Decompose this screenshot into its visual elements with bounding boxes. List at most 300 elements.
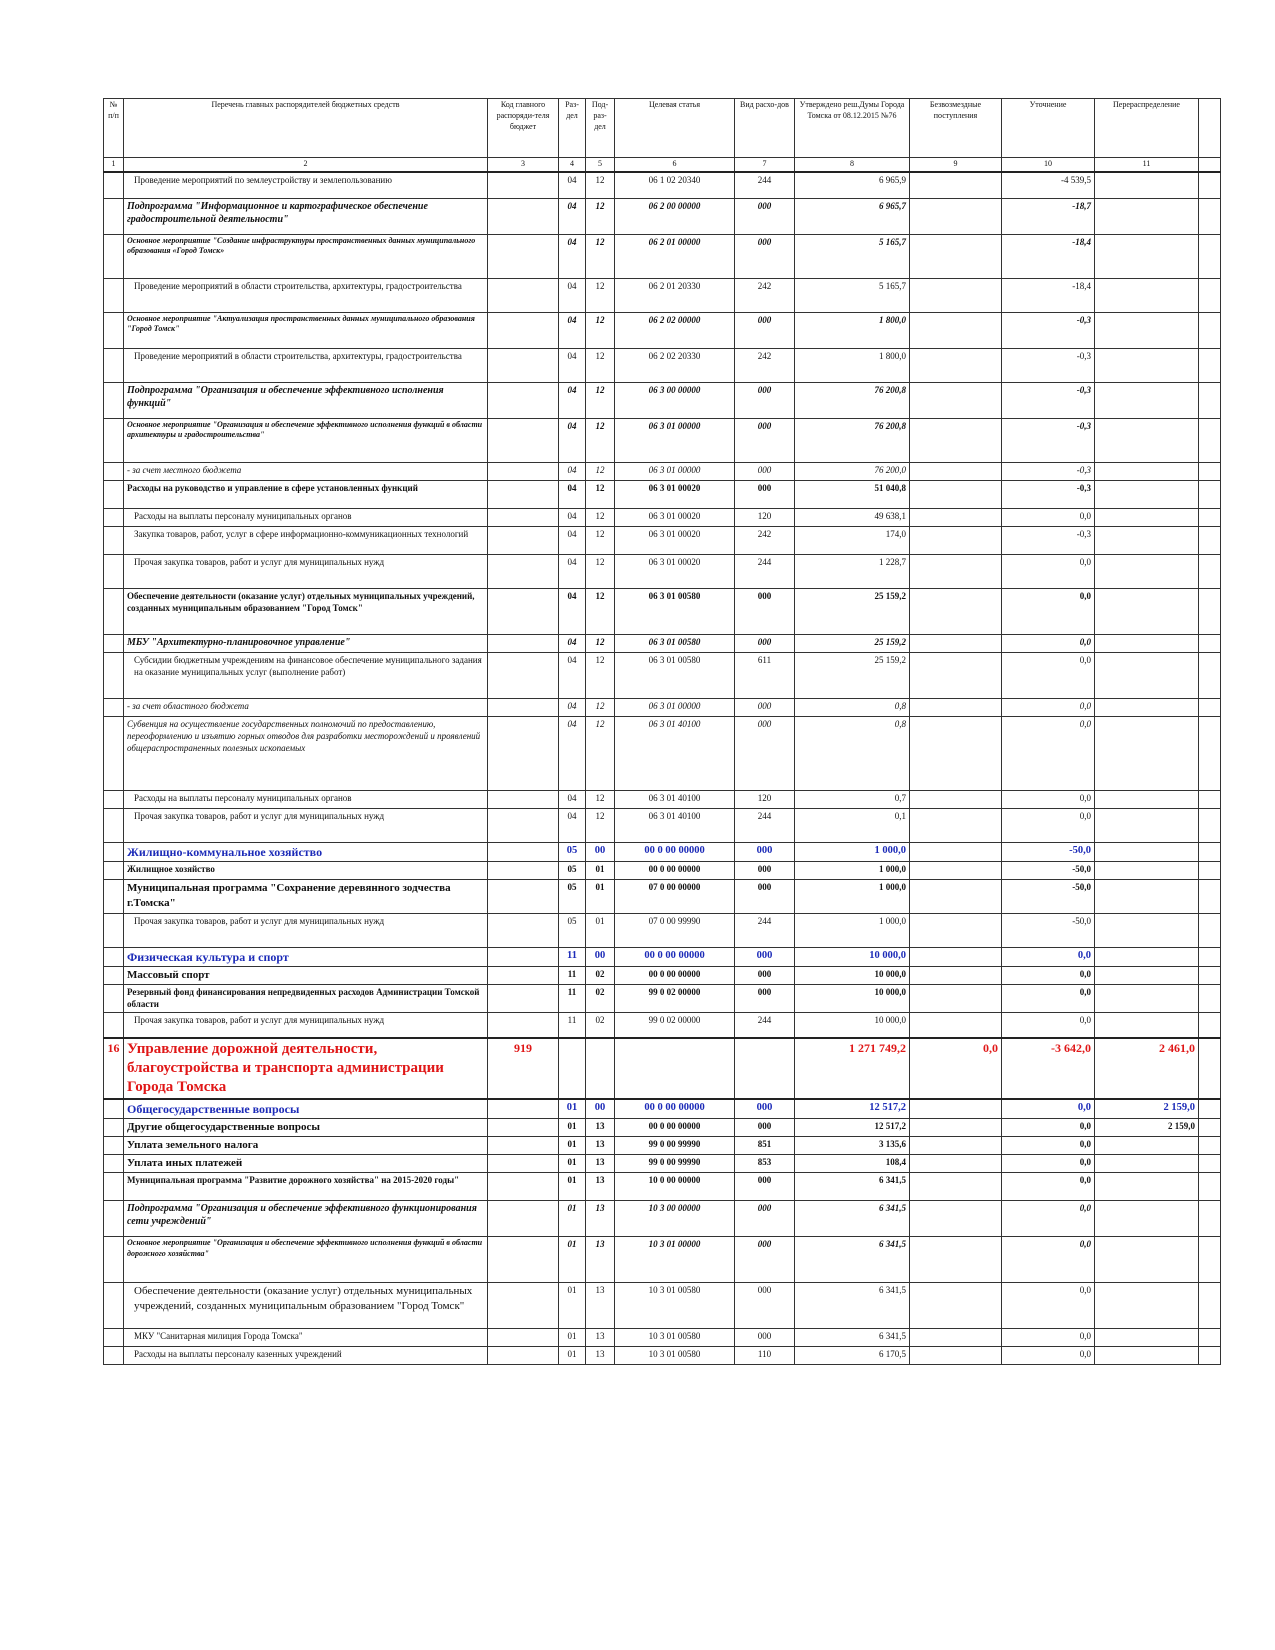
cell-index [104, 861, 124, 879]
cell-clarification: -18,4 [1002, 234, 1095, 278]
cell-clarification: 0,0 [1002, 1346, 1095, 1364]
cell-target-item: 06 2 01 00000 [615, 234, 735, 278]
cell-name: МБУ "Архитектурно-планировочное управление" [124, 634, 488, 652]
cell-section: 04 [559, 716, 586, 790]
cell-section: 01 [559, 1172, 586, 1200]
cell-clarification: 0,0 [1002, 966, 1095, 984]
cell-section: 04 [559, 198, 586, 234]
cell-index [104, 1118, 124, 1136]
cell-cut [1199, 1328, 1221, 1346]
cell-index [104, 1282, 124, 1328]
table-row [104, 508, 1221, 526]
cell-expense-type: 000 [735, 716, 795, 790]
cell-index [104, 698, 124, 716]
cell-subsection: 12 [586, 348, 615, 382]
cell-clarification: 0,0 [1002, 554, 1095, 588]
cell-cut [1199, 1346, 1221, 1364]
cell-grants [910, 1282, 1002, 1328]
cell-redistribution [1095, 554, 1199, 588]
cell-name: Основное мероприятие "Организация и обеспечение эффективного исполнения функций в области дорожного хозяйства" [124, 1236, 488, 1282]
cell-approved: 1 271 749,2 [795, 1038, 910, 1098]
cell-cut [1199, 278, 1221, 312]
cell-section: 04 [559, 808, 586, 842]
cell-code [488, 634, 559, 652]
cell-code [488, 234, 559, 278]
cell-clarification: 0,0 [1002, 1136, 1095, 1154]
cell-target-item: 06 3 01 00020 [615, 508, 735, 526]
cell-clarification: 0,0 [1002, 1154, 1095, 1172]
cell-code [488, 861, 559, 879]
cell-name: Закупка товаров, работ, услуг в сфере информационно-коммуникационных технологий [124, 526, 488, 554]
cell-expense-type: 244 [735, 554, 795, 588]
cell-target-item: 06 3 01 00000 [615, 418, 735, 462]
table-row [104, 1038, 1221, 1098]
cell-approved: 76 200,8 [795, 418, 910, 462]
cell-target-item: 06 3 01 00020 [615, 480, 735, 508]
cell-target-item: 00 0 00 00000 [615, 1099, 735, 1119]
cell-subsection: 12 [586, 198, 615, 234]
cell-code: 919 [488, 1038, 559, 1098]
column-number-cut [1199, 158, 1221, 173]
table-row [104, 1200, 1221, 1236]
cell-redistribution [1095, 508, 1199, 526]
cell-code [488, 382, 559, 418]
header-cell: Раз-дел [559, 99, 586, 158]
cell-cut [1199, 312, 1221, 348]
cell-subsection: 12 [586, 588, 615, 634]
cell-code [488, 198, 559, 234]
cell-code [488, 879, 559, 913]
table-row [104, 1118, 1221, 1136]
cell-target-item: 10 3 00 00000 [615, 1200, 735, 1236]
column-number: 2 [124, 158, 488, 173]
cell-target-item: 06 3 01 40100 [615, 808, 735, 842]
cell-index [104, 1136, 124, 1154]
cell-grants [910, 1012, 1002, 1038]
cell-approved: 3 135,6 [795, 1136, 910, 1154]
cell-redistribution [1095, 1236, 1199, 1282]
cell-code [488, 312, 559, 348]
header-cell: Уточнение [1002, 99, 1095, 158]
cell-grants [910, 382, 1002, 418]
cell-target-item: 06 3 01 40100 [615, 790, 735, 808]
cell-section: 05 [559, 879, 586, 913]
cell-clarification: 0,0 [1002, 1172, 1095, 1200]
cell-redistribution [1095, 198, 1199, 234]
cell-code [488, 913, 559, 947]
cell-index [104, 879, 124, 913]
cell-redistribution [1095, 1346, 1199, 1364]
cell-target-item: 00 0 00 00000 [615, 966, 735, 984]
cell-clarification: -0,3 [1002, 480, 1095, 508]
cell-expense-type: 611 [735, 652, 795, 698]
cell-name: Основное мероприятие "Организация и обеспечение эффективного исполнения функций в области архитектуры и градостроительства" [124, 418, 488, 462]
cell-clarification: 0,0 [1002, 984, 1095, 1012]
cell-index [104, 1200, 124, 1236]
cell-clarification: -3 642,0 [1002, 1038, 1095, 1098]
cell-redistribution [1095, 808, 1199, 842]
cell-code [488, 278, 559, 312]
table-row [104, 808, 1221, 842]
cell-code [488, 1154, 559, 1172]
cell-section: 04 [559, 278, 586, 312]
cell-code [488, 508, 559, 526]
cell-approved: 0,7 [795, 790, 910, 808]
cell-grants [910, 234, 1002, 278]
cell-name: Уплата иных платежей [124, 1154, 488, 1172]
cell-approved: 6 170,5 [795, 1346, 910, 1364]
cell-section: 05 [559, 861, 586, 879]
cell-code [488, 1172, 559, 1200]
table-row [104, 1172, 1221, 1200]
cell-name: Обеспечение деятельности (оказание услуг) отдельных муниципальных учреждений, созданных муниципальным образованием "Город Томск" [124, 588, 488, 634]
cell-code [488, 716, 559, 790]
cell-clarification: 0,0 [1002, 508, 1095, 526]
cell-approved: 1 228,7 [795, 554, 910, 588]
cell-redistribution: 2 159,0 [1095, 1118, 1199, 1136]
cell-clarification: 0,0 [1002, 1282, 1095, 1328]
cell-code [488, 1012, 559, 1038]
cell-section [559, 1038, 586, 1098]
cell-clarification: 0,0 [1002, 1200, 1095, 1236]
cell-approved: 6 341,5 [795, 1236, 910, 1282]
cell-name: Уплата земельного налога [124, 1136, 488, 1154]
cell-name: МКУ "Санитарная милиция Города Томска" [124, 1328, 488, 1346]
cell-cut [1199, 913, 1221, 947]
cell-name: Жилищное хозяйство [124, 861, 488, 879]
cell-section: 04 [559, 480, 586, 508]
cell-code [488, 966, 559, 984]
cell-name: Массовый спорт [124, 966, 488, 984]
cell-cut [1199, 1172, 1221, 1200]
header-cell: Целевая статья [615, 99, 735, 158]
cell-redistribution [1095, 947, 1199, 966]
cell-index [104, 1012, 124, 1038]
cell-index [104, 526, 124, 554]
cell-grants [910, 966, 1002, 984]
cell-approved: 10 000,0 [795, 1012, 910, 1038]
column-number: 5 [586, 158, 615, 173]
column-number-row [104, 158, 1221, 173]
cell-section: 01 [559, 1118, 586, 1136]
cell-grants [910, 652, 1002, 698]
cell-approved: 6 341,5 [795, 1282, 910, 1328]
cell-approved: 10 000,0 [795, 966, 910, 984]
cell-name: Общегосударственные вопросы [124, 1099, 488, 1119]
cell-target-item: 06 3 01 00580 [615, 634, 735, 652]
cell-approved: 1 000,0 [795, 842, 910, 861]
cell-code [488, 1236, 559, 1282]
cell-redistribution [1095, 1282, 1199, 1328]
cell-subsection: 12 [586, 808, 615, 842]
cell-clarification: 0,0 [1002, 808, 1095, 842]
cell-expense-type: 000 [735, 588, 795, 634]
cell-code [488, 1118, 559, 1136]
cell-clarification: -0,3 [1002, 418, 1095, 462]
table-row [104, 1282, 1221, 1328]
cell-clarification: -0,3 [1002, 348, 1095, 382]
cell-subsection: 01 [586, 879, 615, 913]
cell-section: 04 [559, 508, 586, 526]
cell-expense-type: 120 [735, 508, 795, 526]
cell-section: 11 [559, 966, 586, 984]
table-row [104, 480, 1221, 508]
header-cell: Перечень главных распорядителей бюджетных средств [124, 99, 488, 158]
cell-cut [1199, 1118, 1221, 1136]
cell-redistribution [1095, 1172, 1199, 1200]
cell-cut [1199, 554, 1221, 588]
cell-approved: 25 159,2 [795, 588, 910, 634]
cell-subsection: 13 [586, 1346, 615, 1364]
cell-name: Подпрограмма "Организация и обеспечение эффективного исполнения функций" [124, 382, 488, 418]
column-number: 10 [1002, 158, 1095, 173]
cell-expense-type: 000 [735, 418, 795, 462]
cell-subsection: 02 [586, 966, 615, 984]
table-row [104, 1328, 1221, 1346]
cell-name: Подпрограмма "Организация и обеспечение эффективного функционирования сети учреждений" [124, 1200, 488, 1236]
cell-code [488, 1200, 559, 1236]
cell-clarification: 0,0 [1002, 1328, 1095, 1346]
cell-approved: 174,0 [795, 526, 910, 554]
table-row [104, 984, 1221, 1012]
cell-clarification: 0,0 [1002, 1118, 1095, 1136]
cell-target-item: 06 1 02 20340 [615, 172, 735, 198]
cell-index [104, 234, 124, 278]
cell-index [104, 842, 124, 861]
cell-expense-type: 244 [735, 913, 795, 947]
cell-expense-type: 000 [735, 879, 795, 913]
table-row [104, 966, 1221, 984]
cell-clarification: -18,4 [1002, 278, 1095, 312]
cell-redistribution [1095, 348, 1199, 382]
cell-subsection: 12 [586, 278, 615, 312]
cell-approved: 12 517,2 [795, 1118, 910, 1136]
cell-grants [910, 1236, 1002, 1282]
cell-target-item [615, 1038, 735, 1098]
cell-clarification: -18,7 [1002, 198, 1095, 234]
table-row [104, 1012, 1221, 1038]
cell-expense-type: 000 [735, 312, 795, 348]
cell-code [488, 652, 559, 698]
cell-target-item: 06 3 01 00000 [615, 698, 735, 716]
cell-grants [910, 1328, 1002, 1346]
cell-section: 04 [559, 234, 586, 278]
cell-code [488, 698, 559, 716]
cell-approved: 0,8 [795, 716, 910, 790]
cell-expense-type: 242 [735, 348, 795, 382]
cell-grants [910, 554, 1002, 588]
cell-code [488, 984, 559, 1012]
table-row [104, 278, 1221, 312]
cell-approved: 1 800,0 [795, 348, 910, 382]
cell-cut [1199, 790, 1221, 808]
cell-code [488, 172, 559, 198]
cell-redistribution: 2 159,0 [1095, 1099, 1199, 1119]
cell-expense-type: 000 [735, 1200, 795, 1236]
cell-grants [910, 1099, 1002, 1119]
cell-clarification: 0,0 [1002, 790, 1095, 808]
cell-target-item: 07 0 00 00000 [615, 879, 735, 913]
cell-code [488, 808, 559, 842]
cell-grants [910, 418, 1002, 462]
cell-grants [910, 1154, 1002, 1172]
cell-redistribution [1095, 861, 1199, 879]
cell-expense-type: 000 [735, 480, 795, 508]
cell-code [488, 526, 559, 554]
cell-name: Физическая культура и спорт [124, 947, 488, 966]
cell-approved: 0,1 [795, 808, 910, 842]
cell-cut [1199, 1012, 1221, 1038]
cell-index [104, 808, 124, 842]
cell-subsection [586, 1038, 615, 1098]
table-row [104, 382, 1221, 418]
cell-cut [1199, 172, 1221, 198]
table-row [104, 1154, 1221, 1172]
cell-approved: 1 800,0 [795, 312, 910, 348]
cell-clarification: -50,0 [1002, 842, 1095, 861]
table-row [104, 554, 1221, 588]
cell-approved: 6 341,5 [795, 1172, 910, 1200]
cell-subsection: 12 [586, 172, 615, 198]
table-row [104, 861, 1221, 879]
cell-cut [1199, 652, 1221, 698]
cell-redistribution [1095, 842, 1199, 861]
cell-name: Прочая закупка товаров, работ и услуг для муниципальных нужд [124, 808, 488, 842]
cell-target-item: 06 2 01 20330 [615, 278, 735, 312]
cell-redistribution [1095, 278, 1199, 312]
cell-expense-type: 000 [735, 966, 795, 984]
cell-cut [1199, 966, 1221, 984]
column-number: 8 [795, 158, 910, 173]
cell-index [104, 312, 124, 348]
cell-code [488, 1282, 559, 1328]
table-row [104, 652, 1221, 698]
cell-index [104, 947, 124, 966]
cell-name: Проведение мероприятий по землеустройству и землепользованию [124, 172, 488, 198]
cell-grants [910, 1136, 1002, 1154]
cell-code [488, 462, 559, 480]
cell-section: 04 [559, 588, 586, 634]
cell-clarification: 0,0 [1002, 588, 1095, 634]
cell-cut [1199, 1038, 1221, 1098]
table-row [104, 348, 1221, 382]
table-row [104, 588, 1221, 634]
cell-expense-type: 120 [735, 790, 795, 808]
header-cell: Вид расхо-дов [735, 99, 795, 158]
cell-clarification: -4 539,5 [1002, 172, 1095, 198]
header-cell: Перераспределение [1095, 99, 1199, 158]
cell-section: 11 [559, 1012, 586, 1038]
cell-grants [910, 913, 1002, 947]
cell-expense-type: 000 [735, 842, 795, 861]
cell-expense-type: 244 [735, 1012, 795, 1038]
cell-subsection: 02 [586, 984, 615, 1012]
cell-index: 16 [104, 1038, 124, 1098]
cell-expense-type: 242 [735, 526, 795, 554]
cell-code [488, 1099, 559, 1119]
cell-redistribution [1095, 1136, 1199, 1154]
header-cell: Код главного распоряди-теля бюджет [488, 99, 559, 158]
table-row [104, 879, 1221, 913]
cell-grants: 0,0 [910, 1038, 1002, 1098]
cell-grants [910, 198, 1002, 234]
cell-index [104, 348, 124, 382]
cell-grants [910, 1200, 1002, 1236]
table-row [104, 312, 1221, 348]
cell-subsection: 13 [586, 1236, 615, 1282]
header-cell: № п/п [104, 99, 124, 158]
column-number: 11 [1095, 158, 1199, 173]
cell-index [104, 1154, 124, 1172]
cell-redistribution [1095, 913, 1199, 947]
column-number: 9 [910, 158, 1002, 173]
cell-cut [1199, 198, 1221, 234]
cell-approved: 6 341,5 [795, 1200, 910, 1236]
cell-approved: 76 200,8 [795, 382, 910, 418]
cell-grants [910, 1172, 1002, 1200]
cell-name: Проведение мероприятий в области строительства, архитектуры, градостроительства [124, 348, 488, 382]
cell-name: Подпрограмма "Информационное и картографическое обеспечение градостроительной деятельности" [124, 198, 488, 234]
cell-index [104, 652, 124, 698]
table-row [104, 198, 1221, 234]
cell-cut [1199, 984, 1221, 1012]
cell-target-item: 10 3 01 00580 [615, 1346, 735, 1364]
header-row [104, 99, 1221, 158]
cell-name: Основное мероприятие "Создание инфраструктуры пространственных данных муниципального образования «Город Томск» [124, 234, 488, 278]
cell-grants [910, 808, 1002, 842]
budget-table-sheet [103, 98, 1221, 1365]
cell-name: Расходы на руководство и управление в сфере установленных функций [124, 480, 488, 508]
cell-subsection: 12 [586, 698, 615, 716]
cell-redistribution [1095, 1328, 1199, 1346]
table-row [104, 526, 1221, 554]
cell-cut [1199, 716, 1221, 790]
cell-target-item: 10 0 00 00000 [615, 1172, 735, 1200]
cell-index [104, 554, 124, 588]
cell-approved: 5 165,7 [795, 278, 910, 312]
cell-target-item: 00 0 00 00000 [615, 947, 735, 966]
cell-redistribution: 2 461,0 [1095, 1038, 1199, 1098]
cell-subsection: 00 [586, 947, 615, 966]
table-row [104, 790, 1221, 808]
cell-name: Управление дорожной деятельности, благоустройства и транспорта администрации Города Томска [124, 1038, 488, 1098]
cell-section: 01 [559, 1099, 586, 1119]
cell-clarification: 0,0 [1002, 1099, 1095, 1119]
cell-clarification: -50,0 [1002, 879, 1095, 913]
cell-subsection: 12 [586, 462, 615, 480]
cell-cut [1199, 348, 1221, 382]
cell-expense-type: 000 [735, 198, 795, 234]
cell-section: 04 [559, 382, 586, 418]
cell-expense-type: 000 [735, 947, 795, 966]
cell-target-item: 99 0 02 00000 [615, 984, 735, 1012]
cell-cut [1199, 508, 1221, 526]
cell-redistribution [1095, 790, 1199, 808]
cell-target-item: 06 3 00 00000 [615, 382, 735, 418]
cell-subsection: 13 [586, 1200, 615, 1236]
cell-cut [1199, 1136, 1221, 1154]
cell-expense-type: 000 [735, 1172, 795, 1200]
cell-subsection: 13 [586, 1136, 615, 1154]
table-row [104, 913, 1221, 947]
cell-index [104, 716, 124, 790]
cell-approved: 108,4 [795, 1154, 910, 1172]
cell-section: 04 [559, 634, 586, 652]
cell-expense-type [735, 1038, 795, 1098]
cell-cut [1199, 808, 1221, 842]
cell-grants [910, 462, 1002, 480]
cell-subsection: 13 [586, 1282, 615, 1328]
